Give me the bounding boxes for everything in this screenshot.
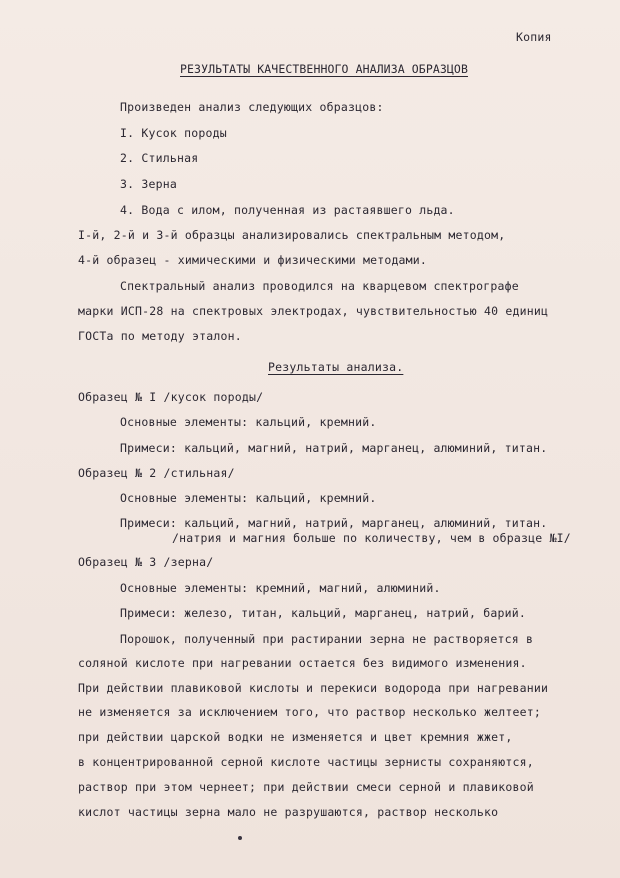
sample-line: Образец № 3 /зерна/ [78,555,214,569]
intro-line: I-й, 2-й и 3-й образцы анализировались спектральным методом, [78,228,506,242]
sample-line: Примеси: железо, титан, кальций, марганец, натрий, барий. [120,606,527,620]
intro-line: Произведен анализ следующих образцов: [120,100,384,114]
document-title: РЕЗУЛЬТАТЫ КАЧЕСТВЕННОГО АНАЛИЗА ОБРАЗЦОВ [180,62,468,76]
sample-line: /натрия и магния больше по количеству, чем в образце №I/ [172,531,571,545]
copy-mark: Копия [516,30,552,44]
page-dot [238,836,242,840]
intro-line: ГОСТа по методу эталон. [78,329,242,343]
intro-line: 4-й образец - химическими и физическими методами. [78,253,428,267]
conclusion-line: не изменяется за исключением того, что раствор несколько желтеет; [78,705,542,719]
intro-line: 2. Стильная [120,151,199,165]
conclusion-line: Порошок, полученный при растирании зерна не растворяется в [120,632,534,646]
conclusion-line: соляной кислоте при нагревании остается без видимого изменения. [78,656,527,670]
sample-line: Образец № 2 /стильная/ [78,466,235,480]
intro-line: 3. Зерна [120,177,177,191]
intro-line: 4. Вода с илом, полученная из растаявшего льда. [120,203,455,217]
sample-line: Примеси: кальций, магний, натрий, марганец, алюминий, титан. [120,516,548,530]
sample-line: Основные элементы: кальций, кремний. [120,415,377,429]
conclusion-line: раствор при этом чернеет; при действии смеси серной и плавиковой [78,780,534,794]
intro-line: I. Кусок породы [120,126,227,140]
intro-line: Спектральный анализ проводился на кварцевом спектрографе [120,279,519,293]
sample-line: Примеси: кальций, магний, натрий, марганец, алюминий, титан. [120,441,548,455]
results-heading: Результаты анализа. [268,360,404,374]
conclusion-line: кислот частицы зерна мало не разрушаются, раствор несколько [78,805,499,819]
conclusion-line: При действии плавиковой кислоты и перекиси водорода при нагревании [78,681,549,695]
conclusion-line: в концентрированной серной кислоте частицы зернисты сохраняются, [78,755,534,769]
sample-line: Основные элементы: кальций, кремний. [120,491,377,505]
sample-line: Основные элементы: кремний, магний, алюминий. [120,581,441,595]
conclusion-line: при действии царской водки не изменяется и цвет кремния жжет, [78,730,513,744]
intro-line: марки ИСП-28 на спектровых электродах, чувствительностью 40 единиц [78,304,549,318]
sample-line: Образец № I /кусок породы/ [78,390,264,404]
